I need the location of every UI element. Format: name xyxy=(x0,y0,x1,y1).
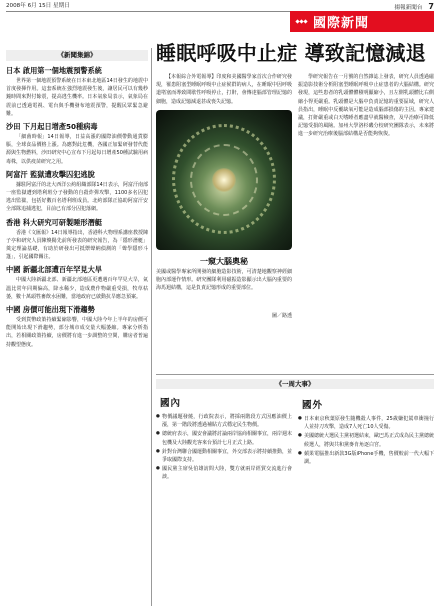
photo-credit: 圖／路透 xyxy=(271,313,292,319)
digest-article-headline: 房價可能出現下滑趨勢 xyxy=(22,305,95,315)
digest-article xyxy=(6,122,148,166)
weekly-item: ● 針對台灣聯合國運動相關事宜，外交部表示將持續推動，並爭取國際支持。 xyxy=(156,448,292,464)
digest-article-body: 中國大陸新疆北部、新疆北部地區更遭遇百年罕見大旱，氣溫比常年同期偏高，降水稀少，造成農作物嚴重受損，牧草枯萎，數十萬頭牲畜飲水困難，當地政府已啟動抗旱應急預案。 xyxy=(6,277,148,300)
news-digest-title: 《新聞集錦》 xyxy=(6,50,148,61)
digest-article-headline: 監獄遭攻擊囚犯逃脫 xyxy=(30,169,95,179)
section-banner xyxy=(290,11,434,32)
weekly-title: 《一周大事》 xyxy=(156,379,434,389)
domestic-heading: 國內 xyxy=(160,398,182,409)
foreign-heading: 國外 xyxy=(302,400,324,411)
digest-article-tag: 香港 xyxy=(6,217,21,227)
main-article-intro: 【本報綜合外電報導】印度和美國醫學家首次合作研究發現，罹患阻塞型睡眠呼吸中止症候群的病人，在睡眠中因呼吸道堵塞而導致間歇性呼吸停止，打鼾，會傳達腦部管理記憶的細胞，造成記憶減退甚或喪失記憶。 xyxy=(156,74,292,105)
digest-article-title xyxy=(6,305,148,315)
digest-article xyxy=(6,170,148,214)
digest-article-tag: 中國 xyxy=(6,265,21,275)
digest-article-tag: 日本 xyxy=(6,66,21,75)
digest-article-headline: 下月起日增產50種病毒 xyxy=(22,122,98,132)
weekly-item: ● 日本東京秋葉原發生隨機殺人事件，25歲嫌犯駕車衝撞行人並持刀攻擊，造成7人死亡10人受傷。 xyxy=(298,415,434,431)
digest-article-tag: 沙田 xyxy=(6,122,21,132)
digest-article-title xyxy=(6,265,148,275)
column-divider xyxy=(151,48,152,606)
digest-article-tag: 阿富汗 xyxy=(6,169,28,179)
main-article-col2 xyxy=(298,73,434,139)
paper-name: 揚報新聞台 7 xyxy=(394,2,434,11)
weekly-item: ● 總統府表示，國安會議將討論兩岸協商相關事宜，兩岸週末包機及大陸觀光客來台預計七月正式上路。 xyxy=(156,430,292,446)
page-number: 7 xyxy=(428,2,434,11)
digest-article-title xyxy=(6,218,148,228)
weekly-item: ● 美國總統大選民主黨初選結束，歐巴馬正式成為民主黨總統候選人，將與共和黨麥肯角逐白宮。 xyxy=(298,432,434,448)
weekly-divider xyxy=(156,374,434,375)
domestic-column xyxy=(156,393,292,483)
digest-article-title xyxy=(6,122,148,132)
digest-article xyxy=(6,265,148,301)
digest-article-title xyxy=(6,170,148,180)
weekly-item: ● 物價議題發燒，行政院表示，將採兩階段方式因應油價上漲，第一階段將透過補貼方式穩定民生物價。 xyxy=(156,413,292,429)
digest-article-body: 受到貨幣政策持續緊縮影響，中國大陸今年上半年的房價可能開始出現下滑趨勢，部分城市成交量大幅萎縮。專家分析指出，若相關政策持續，房價將有進一步調整的空間，購房者普遍持觀望態度。 xyxy=(6,317,148,348)
digest-article-body: 香港《文匯報》14日報導指出，香港科大物理系講座教授陳子亭和研究人員陳煥陽先前所發表的研究報告，為「隱形潛艇」奠定理論基礎，有助於研發出可抵禦聲納偵測的「聲學隱形斗篷」，引起國際關注。 xyxy=(6,229,148,261)
foreign-column xyxy=(298,393,434,467)
brain-scan-photo xyxy=(156,110,292,250)
weekly-item: ● 國民黨主席吳伯雄訪問大陸，雙方就兩岸經貿交流進行會談。 xyxy=(156,465,292,481)
digest-article xyxy=(6,305,148,349)
foreign-list xyxy=(298,415,434,466)
digest-article-body: 世界第一個地震預警系統在日本東北地區14日發生的地震中首度發揮作用。這套系統在強烈地震發生後，讓居民可以有幾秒鐘時間來對付餘震，提高逃生機率。日本氣象局表示，氣象局在震前已透過電視、電台與手機發布地震預警，提醒民眾緊急避難。 xyxy=(6,78,148,117)
section-banner-title: 國際新聞 xyxy=(313,16,370,31)
digest-article-body: 「細菌時報」14日報導，日益高漲的國際油價帶動通貨膨脹，全球食品價格上漲。為應對此危機，各國正加緊研發替代能源與生物燃料，沙田研究中心宣布下月起每日增產50種試驗用病毒株，以供疫苗研究之用。 xyxy=(6,134,148,165)
digest-article-headline: 科大研究可研製睡形潛艇 xyxy=(22,217,102,227)
main-article-col1 xyxy=(156,73,292,106)
domestic-list xyxy=(156,413,292,482)
main-article xyxy=(156,73,434,363)
page-header xyxy=(6,2,434,11)
diamond-dots-icon xyxy=(296,20,307,23)
digest-article-body: 據駐阿富汗的北大西洋公約組織部隊14日表示，阿富汗南部一座監獄遭到塔利班分子發動的自殺炸彈攻擊，1100多名囚犯逃出監獄，包括好數百名塔利班成員。北約部隊正協助阿富汗安全部隊追捕逃犯，目前已有部分囚犯落網。 xyxy=(6,181,148,213)
weekly-item: ● 蘋果電腦推出新款3G版iPhone手機，售價較前一代大幅下調。 xyxy=(298,450,434,466)
digest-article-headline: 啟用第一個地震預警系統 xyxy=(22,66,102,75)
photo-description: 美國或醫學專家所開發的細胞造影技術，可清楚地觀察神經細胞內部運作情形。研究團隊利用磁振造影顯示出大腦內重要的海馬迴結構，這是負責記憶形成的重要部位。 xyxy=(156,269,292,291)
digest-article xyxy=(6,218,148,262)
digest-article-headline: 新疆北部遭百年罕見大旱 xyxy=(22,265,102,275)
weekly-events xyxy=(156,393,434,605)
digest-article xyxy=(6,66,148,118)
digest-list xyxy=(6,66,148,349)
photo-caption: 一窺大腦奧秘 xyxy=(200,256,248,266)
main-headline: 睡眠呼吸中止症 導致記憶減退 xyxy=(156,41,426,65)
main-article-body: 學研究報告在一月號的自然雜誌上發表，研究人員透過磁振造影技術分析阻塞型睡眠呼吸中止症患者的大腦結構。研究發現，這些患者的乳頭體體積明顯縮小，且左側乳頭體比右側縮小得更嚴重。乳頭體是大腦中負責記憶的重要區域，研究人員指出，睡眠中反覆缺氧可能是造成腦部損傷的主因。專家建議，打鼾嚴重或白天嗜睡者應盡早就醫檢查，及早治療可降低記憶受損的風險。加州大學洛杉磯分校研究團隊表示，未來將進一步研究治療後腦部結構是否能夠恢復。 xyxy=(298,74,434,138)
digest-article-title xyxy=(6,66,148,76)
news-digest-column xyxy=(6,50,148,605)
digest-article-tag: 中國 xyxy=(6,305,21,315)
issue-date: 2008年 6月 15日 星期日 xyxy=(6,3,70,9)
